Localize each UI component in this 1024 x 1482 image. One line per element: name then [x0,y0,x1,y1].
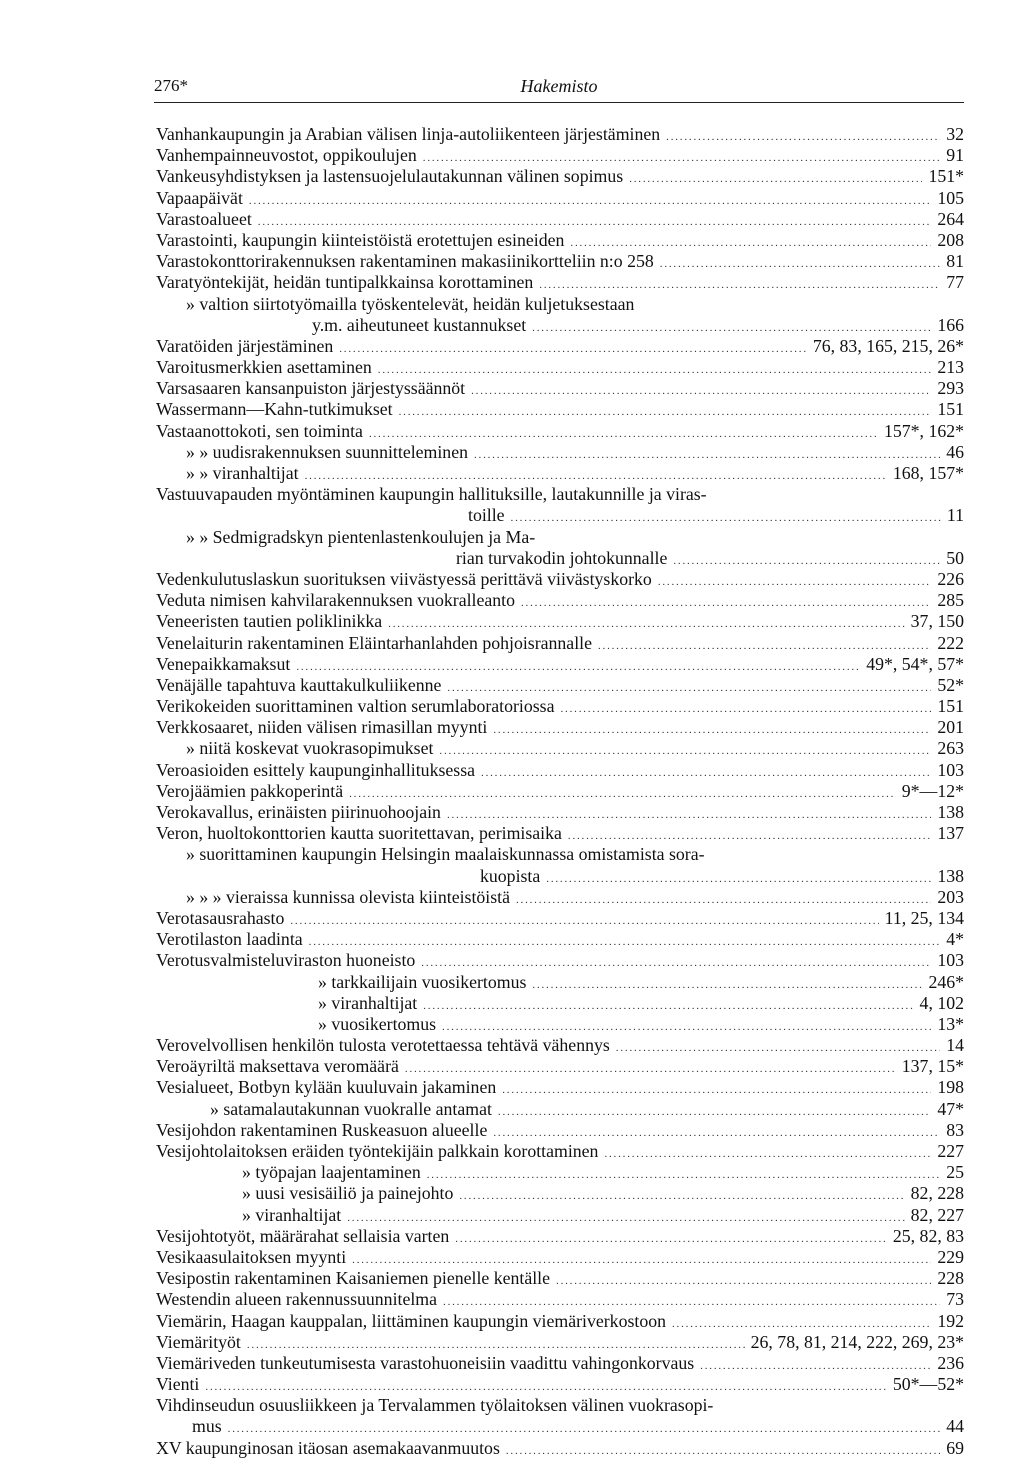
dot-leader [421,953,931,971]
entry-text: Venelaiturin rakentaminen Eläintarhanlahden pohjoisrannalle [156,632,592,653]
index-entry [156,1247,964,1268]
entry-text: Vanhankaupungin ja Arabian välisen linja-autoliikenteen järjestäminen [156,124,661,144]
index-entry [156,1014,964,1035]
entry-pages: 166 [937,314,964,335]
index-entry [156,484,964,505]
entry-text: Viemäriveden tunkeutumisesta varastohuoneisiin vaadittu vahingonkorvaus [156,1352,695,1373]
entry-pages: 168, 157* [892,463,964,483]
entry-pages: 227 [937,1141,964,1161]
entry-text: Vankeusyhdistyksen ja lastensuojelulautakunnan välinen sopimus [156,166,624,187]
entry-pages: 46 [946,441,964,462]
entry-text: Varastoalueet [156,208,252,229]
entry-text: Vesijohtotyöt, määrärahat sellaisia varten [156,1225,450,1246]
entry-pages: 203 [937,886,964,907]
entry-text: kuopista [480,865,541,886]
entry-text: Veroäyriltä maksettava veromäärä [156,1056,399,1077]
entry-text: Vastaanottokoti, sen toiminta [156,420,363,441]
entry-pages: 157*, 162* [883,420,964,441]
entry-text: Vesijohtolaitoksen eräiden työntekijäin palkkain korottaminen [156,1141,599,1161]
entry-pages: 91 [946,145,964,166]
index-entry [156,548,964,569]
dot-leader [506,1441,940,1459]
index-entry [156,844,964,865]
index-entry [156,738,964,759]
entry-pages: 73 [946,1289,964,1310]
entry-text: Varsasaaren kansanpuiston järjestyssäännöt [156,378,466,399]
entry-text: Verovelvollisen henkilön tulosta verotettaessa tehtävä vähennys [156,1035,610,1056]
entry-pages: 11 [946,505,964,526]
entry-text: Vienti [156,1374,200,1395]
entry-text: » » Sedmigradskyn pientenlastenkoulujen ja Ma- [186,526,536,547]
dot-leader [532,318,931,336]
index-entry [156,1438,964,1459]
dot-leader [309,932,941,950]
entry-text: Verokavallus, erinäisten piirinuohoojain [156,802,441,822]
index-entry [156,993,964,1014]
entry-text: Vapaapäivät [156,187,243,208]
dot-leader [349,784,896,802]
index-entry [156,1416,964,1437]
dot-leader [532,975,922,993]
entry-text: Vastuuvapauden myöntäminen kaupungin hallituksille, lautakunnille ja viras- [156,484,707,505]
entry-pages: 69 [946,1437,964,1458]
entry-pages: 151* [928,166,964,187]
index-entry [156,972,964,993]
index-entry [156,760,964,781]
dot-leader [474,445,940,463]
entry-text: » niitä koskevat vuokrasopimukset [186,738,434,759]
entry-text: Venäjälle tapahtuva kauttakulkuliikenne [156,674,442,695]
dot-leader [598,636,931,654]
entry-text: » » » vieraissa kunnissa olevista kiinteistöistä [186,886,510,907]
index-entry [156,124,964,145]
index-entry [156,908,964,929]
entry-pages: 229 [937,1246,964,1267]
entry-pages: 52* [937,674,964,695]
index-entry [156,188,964,209]
dot-leader [521,593,931,611]
dot-leader [539,275,940,293]
entry-pages: 49*, 54*, 57* [866,653,964,674]
entry-pages: 236 [937,1352,964,1373]
entry-text: » » viranhaltijat [186,463,299,483]
index-entry [156,1099,964,1120]
entry-pages: 37, 150 [910,611,964,632]
index-entry [156,336,964,357]
dot-leader [427,1165,940,1183]
entry-text: » tarkkailijain vuosikertomus [318,971,527,992]
entry-pages: 137 [937,823,964,844]
dot-leader [556,1271,931,1289]
index-entry [156,272,964,293]
entry-text: rian turvakodin johtokunnalle [456,547,668,568]
dot-leader [305,466,887,484]
index-entry [156,1311,964,1332]
dot-leader [296,657,860,675]
index-entry [156,1374,964,1395]
index-entry [156,1141,964,1162]
index-list [156,124,964,1459]
index-entry [156,929,964,950]
entry-text: Verotusvalmisteluviraston huoneisto [156,950,416,971]
index-entry [156,209,964,230]
index-entry [156,633,964,654]
entry-text: Veneeristen tautien poliklinikka [156,611,383,632]
dot-leader [673,551,940,569]
entry-pages: 213 [937,357,964,378]
entry-text: Westendin alueen rakennussuunnitelma [156,1289,438,1310]
entry-text: » työpajan laajentaminen [242,1162,421,1183]
dot-leader [570,233,931,251]
entry-text: » satamalautakunnan vuokralle antamat [210,1098,492,1119]
dot-leader [369,424,878,442]
entry-text: Verkkosaaret, niiden välisen rimasillan myynti [156,717,488,738]
entry-pages: 83 [946,1119,964,1140]
entry-text: mus [192,1416,222,1437]
entry-pages: 25 [946,1162,964,1183]
entry-pages: 151 [937,696,964,717]
index-entry [156,1056,964,1077]
index-entry [156,1226,964,1247]
dot-leader [672,1314,931,1332]
dot-leader [439,741,931,759]
index-entry [156,611,964,632]
dot-leader [561,699,932,717]
entry-text: Varatyöntekijät, heidän tuntipalkkainsa korottaminen [156,272,534,293]
index-entry [156,1035,964,1056]
entry-text: Vedenkulutuslaskun suorituksen viivästyessä perittävä viivästyskorko [156,568,652,589]
dot-leader [498,1102,931,1120]
dot-leader [546,869,931,887]
index-entry [156,421,964,442]
index-entry [156,717,964,738]
dot-leader [511,508,941,526]
entry-text: » valtion siirtotyömailla työskentelevät, heidän kuljetuksestaan [186,293,635,314]
index-entry [156,294,964,315]
dot-leader [399,402,932,420]
index-entry [156,505,964,526]
dot-leader [247,1335,745,1353]
index-entry [156,1353,964,1374]
entry-pages: 4* [946,929,964,950]
entry-pages: 138 [937,865,964,886]
entry-text: Varoitusmerkkien asettaminen [156,357,372,378]
index-entry [156,781,964,802]
index-entry [156,569,964,590]
entry-text: Vihdinseudun osuusliikkeen ja Tervalammen työlaitoksen välinen vuokrasopi- [156,1395,714,1416]
index-entry [156,442,964,463]
index-entry [156,315,964,336]
entry-text: » vuosikertomus [318,1013,437,1034]
entry-text: Viemärin, Haagan kauppalan, liittäminen kaupungin viemäriverkostoon [156,1310,666,1331]
entry-pages: 293 [937,378,964,399]
dot-leader [629,169,922,187]
index-entry [156,696,964,717]
entry-text: Verotilaston laadinta [156,929,303,950]
entry-pages: 138 [937,802,964,822]
entry-text: Venepaikkamaksut [156,653,291,674]
index-entry [156,230,964,251]
entry-pages: 105 [937,187,964,208]
index-entry [156,1162,964,1183]
entry-text: Wassermann—Kahn-tutkimukset [156,399,393,420]
index-entry [156,166,964,187]
entry-text: Verotasausrahasto [156,907,285,928]
entry-text: » viranhaltijat [318,992,418,1013]
running-title: Hakemisto [520,76,598,96]
dot-leader [502,1080,931,1098]
entry-pages: 32 [946,124,964,144]
index-entry [156,802,964,823]
entry-text: » » uudisrakennuksen suunnitteleminen [186,441,468,462]
dot-leader [459,1186,904,1204]
entry-pages: 50 [946,547,964,568]
dot-leader [290,911,878,929]
index-entry [156,1205,964,1226]
entry-pages: 9*—12* [901,780,964,801]
entry-text: toille [468,505,505,526]
dot-leader [228,1419,941,1437]
entry-text: » viranhaltijat [242,1204,342,1225]
dot-leader [339,339,807,357]
index-entry [156,590,964,611]
entry-pages: 82, 227 [910,1204,964,1225]
dot-leader [423,148,940,166]
index-entry [156,1289,964,1310]
dot-leader [447,805,931,823]
entry-pages: 192 [937,1310,964,1331]
index-entry [156,145,964,166]
entry-text: Veron, huoltokonttorien kautta suoritettavan, perimisaika [156,823,562,844]
entry-pages: 208 [937,229,964,250]
entry-pages: 201 [937,717,964,738]
index-entry [156,378,964,399]
dot-leader [666,127,940,145]
entry-pages: 4, 102 [919,992,964,1013]
entry-pages: 81 [946,251,964,272]
dot-leader [447,678,931,696]
entry-text: y.m. aiheutuneet kustannukset [312,314,527,335]
index-entry [156,1395,964,1416]
entry-pages: 25, 82, 83 [892,1225,964,1246]
entry-pages: 228 [937,1268,964,1289]
entry-text: Verikokeiden suorittaminen valtion serumlaboratoriossa [156,696,555,717]
index-entry [156,887,964,908]
entry-text: Verojäämien pakkoperintä [156,780,344,801]
dot-leader [205,1377,886,1395]
dot-leader [258,212,932,230]
entry-pages: 198 [937,1077,964,1098]
entry-text: Veduta nimisen kahvilarakennuksen vuokralleanto [156,590,515,611]
index-entry [156,251,964,272]
dot-leader [658,572,932,590]
entry-pages: 13* [937,1013,964,1034]
entry-text: XV kaupunginosan itäosan asemakaavanmuutos [156,1437,500,1458]
entry-text: Vesialueet, Botbyn kylään kuuluvain jakaminen [156,1077,497,1098]
index-entry [156,866,964,887]
entry-pages: 137, 15* [901,1056,964,1077]
index-entry [156,1183,964,1204]
dot-leader [455,1229,887,1247]
index-entry [156,823,964,844]
entry-pages: 50*—52* [892,1374,964,1395]
dot-leader [700,1356,931,1374]
index-entry [156,399,964,420]
dot-leader [423,996,913,1014]
entry-pages: 103 [937,759,964,780]
entry-text: Vesikaasulaitoksen myynti [156,1246,347,1267]
entry-pages: 14 [946,1035,964,1056]
entry-text: Varatöiden järjestäminen [156,335,334,356]
dot-leader [604,1144,931,1162]
entry-text: Vesipostin rakentaminen Kaisaniemen pienelle kentälle [156,1268,551,1289]
index-entry [156,463,964,484]
entry-pages: 151 [937,399,964,420]
entry-pages: 264 [937,208,964,229]
dot-leader [493,1123,940,1141]
entry-pages: 222 [937,632,964,653]
index-entry [156,675,964,696]
index-entry [156,654,964,675]
index-entry [156,1332,964,1353]
dot-leader [442,1017,931,1035]
index-entry [156,1268,964,1289]
entry-pages: 44 [946,1416,964,1437]
entry-text: Varastokonttorirakennuksen rakentaminen makasiinikortteliin n:o 258 [156,251,654,272]
index-entry [156,950,964,971]
entry-pages: 103 [937,950,964,971]
entry-pages: 11, 25, 134 [884,907,964,928]
index-entry [156,357,964,378]
dot-leader [249,191,931,209]
entry-text: Veroasioiden esittely kaupunginhallituksessa [156,759,476,780]
dot-leader [443,1292,940,1310]
index-entry [156,527,964,548]
page-number: 276* [154,76,188,95]
entry-pages: 76, 83, 165, 215, 26* [812,335,964,356]
dot-leader [471,381,931,399]
entry-text: Viemärityöt [156,1331,241,1352]
entry-text: Varastointi, kaupungin kiinteistöistä erotettujen esineiden [156,229,565,250]
dot-leader [568,826,931,844]
dot-leader [352,1250,931,1268]
dot-leader [405,1059,896,1077]
entry-pages: 77 [946,272,964,293]
entry-pages: 47* [937,1098,964,1119]
entry-pages: 285 [937,590,964,611]
entry-pages: 226 [937,568,964,589]
entry-pages: 263 [937,738,964,759]
entry-text: Vanhempainneuvostot, oppikoulujen [156,145,417,166]
dot-leader [660,254,940,272]
dot-leader [347,1208,904,1226]
dot-leader [378,360,932,378]
entry-text: » uusi vesisäiliö ja painejohto [242,1183,454,1204]
dot-leader [388,614,905,632]
dot-leader [516,890,931,908]
entry-text: » suorittaminen kaupungin Helsingin maalaiskunnassa omistamista sora- [186,844,705,865]
page-header [154,76,964,103]
entry-text: Vesijohdon rakentaminen Ruskeasuon alueelle [156,1119,488,1140]
entry-pages: 246* [928,971,964,992]
entry-pages: 26, 78, 81, 214, 222, 269, 23* [750,1331,964,1352]
dot-leader [493,720,931,738]
dot-leader [481,763,931,781]
entry-pages: 82, 228 [910,1183,964,1204]
index-entry [156,1077,964,1098]
dot-leader [616,1038,940,1056]
index-entry [156,1120,964,1141]
